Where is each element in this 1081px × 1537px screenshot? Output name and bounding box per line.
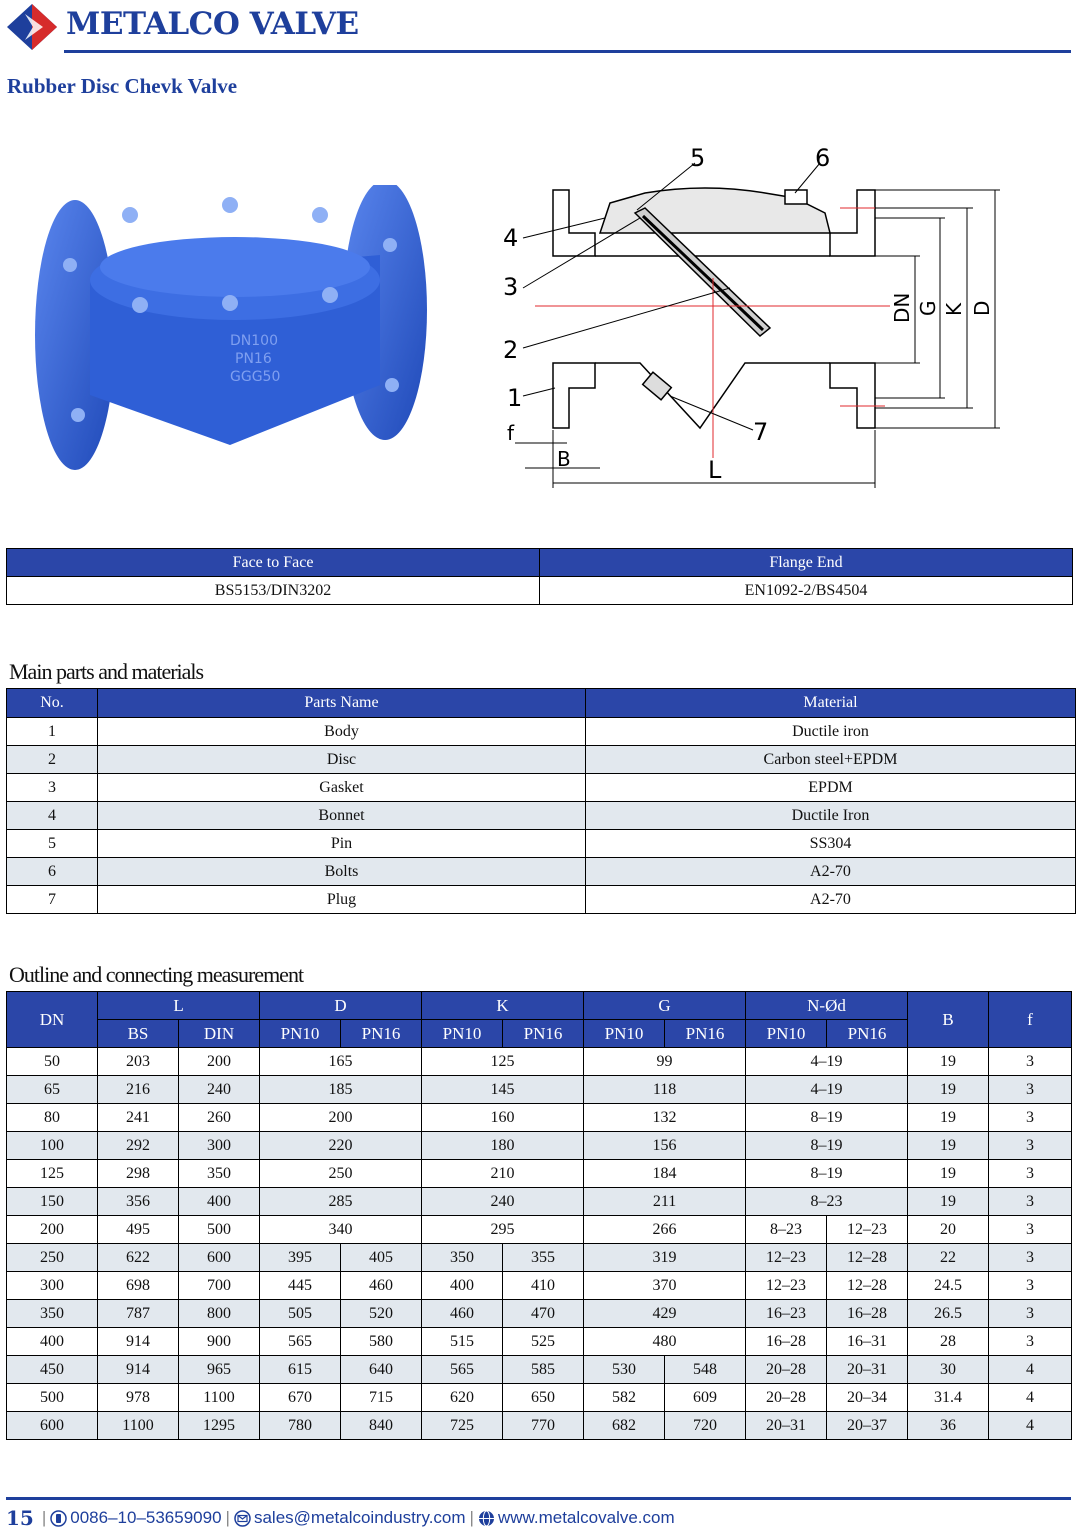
- table-cell: 580: [341, 1328, 422, 1356]
- table-cell: 4–19: [746, 1048, 908, 1076]
- col-subheader: PN16: [665, 1020, 746, 1048]
- table-cell: 720: [665, 1412, 746, 1440]
- table-cell: 355: [503, 1244, 584, 1272]
- table-cell: 914: [98, 1356, 179, 1384]
- table-cell: 445: [260, 1272, 341, 1300]
- globe-icon: [478, 1510, 495, 1527]
- table-cell: 20–28: [746, 1384, 827, 1412]
- table-cell: 505: [260, 1300, 341, 1328]
- table-cell: 160: [422, 1104, 584, 1132]
- svg-text:PN16: PN16: [235, 351, 272, 367]
- table-cell: 350: [179, 1160, 260, 1188]
- table-row: [7, 858, 1076, 886]
- table-cell: 12–23: [827, 1216, 908, 1244]
- table-cell: 185: [260, 1076, 422, 1104]
- table-cell: 220: [260, 1132, 422, 1160]
- table-cell: 20–37: [827, 1412, 908, 1440]
- table-cell: 36: [908, 1412, 989, 1440]
- table-cell: 548: [665, 1356, 746, 1384]
- cell-no: 5: [7, 830, 98, 858]
- table-cell: 19: [908, 1076, 989, 1104]
- table-row: [7, 1412, 1072, 1440]
- table-cell: 30: [908, 1356, 989, 1384]
- table-row: [7, 1384, 1072, 1412]
- table-row: [7, 1244, 1072, 1272]
- table-cell: 211: [584, 1188, 746, 1216]
- footer-website[interactable]: www.metalcovalve.com: [497, 1508, 675, 1527]
- table-cell: 99: [584, 1048, 746, 1076]
- table-row: [7, 1076, 1072, 1104]
- cell-part-name: Pin: [98, 830, 586, 858]
- table-cell: 682: [584, 1412, 665, 1440]
- table-cell: 609: [665, 1384, 746, 1412]
- table-cell: 565: [260, 1328, 341, 1356]
- brand-logo: [5, 2, 59, 52]
- table-cell: 118: [584, 1076, 746, 1104]
- callout-2: 2: [503, 336, 519, 364]
- table-cell: 965: [179, 1356, 260, 1384]
- table-cell: 180: [422, 1132, 584, 1160]
- table-cell: 525: [503, 1328, 584, 1356]
- callout-4: 4: [503, 224, 519, 252]
- table-row: [7, 774, 1076, 802]
- table-cell: 698: [98, 1272, 179, 1300]
- svg-text:DN100: DN100: [230, 333, 278, 349]
- table-cell: 1100: [179, 1384, 260, 1412]
- table-cell: 400: [179, 1188, 260, 1216]
- footer: 15 | 0086–10–53659090 | sales@metalcoindustry.com | www.metalcovalve.com: [6, 1506, 675, 1530]
- table-cell: 4: [989, 1356, 1072, 1384]
- table-cell: 80: [7, 1104, 98, 1132]
- dim-label-D: D: [970, 300, 994, 316]
- table-cell: 400: [422, 1272, 503, 1300]
- table-cell: 1295: [179, 1412, 260, 1440]
- table-cell: 260: [179, 1104, 260, 1132]
- cell-part-name: Body: [98, 718, 586, 746]
- table-cell: 8–19: [746, 1132, 908, 1160]
- table-cell: 50: [7, 1048, 98, 1076]
- callout-6: 6: [815, 144, 831, 172]
- table-cell: 100: [7, 1132, 98, 1160]
- table-cell: 184: [584, 1160, 746, 1188]
- table-cell: 530: [584, 1356, 665, 1384]
- face-to-face-value: BS5153/DIN3202: [7, 577, 540, 605]
- table-cell: 515: [422, 1328, 503, 1356]
- table-cell: 12–23: [746, 1272, 827, 1300]
- cell-no: 1: [7, 718, 98, 746]
- dim-label-L: L: [708, 456, 722, 484]
- table-cell: 356: [98, 1188, 179, 1216]
- table-cell: 145: [422, 1076, 584, 1104]
- table-row: [7, 1300, 1072, 1328]
- table-cell: 450: [7, 1356, 98, 1384]
- valve-photo: [30, 185, 430, 475]
- callout-7: 7: [753, 418, 769, 446]
- table-cell: 3: [989, 1048, 1072, 1076]
- col-subheader: PN10: [746, 1020, 827, 1048]
- table-cell: 405: [341, 1244, 422, 1272]
- table-cell: 615: [260, 1356, 341, 1384]
- table-cell: 266: [584, 1216, 746, 1244]
- svg-text:GGG50: GGG50: [230, 369, 281, 385]
- table-cell: 565: [422, 1356, 503, 1384]
- table-cell: 500: [179, 1216, 260, 1244]
- table-row: [7, 746, 1076, 774]
- header-rule: [64, 50, 1071, 53]
- table-cell: 20: [908, 1216, 989, 1244]
- col-header-k: K: [422, 992, 584, 1020]
- table-cell: 125: [422, 1048, 584, 1076]
- cell-material: Ductile Iron: [586, 802, 1076, 830]
- page-number: 15: [6, 1506, 34, 1530]
- footer-rule: [6, 1497, 1071, 1500]
- table-row: [7, 1160, 1072, 1188]
- table-cell: 200: [179, 1048, 260, 1076]
- header-flange-end: Flange End: [540, 549, 1073, 577]
- table-cell: 582: [584, 1384, 665, 1412]
- col-header-no: No.: [7, 689, 98, 718]
- table-cell: 3: [989, 1188, 1072, 1216]
- phone-icon: [50, 1510, 67, 1527]
- cell-material: SS304: [586, 830, 1076, 858]
- table-cell: 1100: [98, 1412, 179, 1440]
- col-subheader: PN16: [503, 1020, 584, 1048]
- table-cell: 20–31: [746, 1412, 827, 1440]
- cell-material: Carbon steel+EPDM: [586, 746, 1076, 774]
- col-header-n-od: N-Ød: [746, 992, 908, 1020]
- table-cell: 395: [260, 1244, 341, 1272]
- dim-label-G: G: [916, 300, 940, 316]
- table-cell: 200: [7, 1216, 98, 1244]
- table-cell: 900: [179, 1328, 260, 1356]
- table-cell: 650: [503, 1384, 584, 1412]
- table-cell: 787: [98, 1300, 179, 1328]
- table-row: [7, 1216, 1072, 1244]
- col-subheader: PN10: [584, 1020, 665, 1048]
- dim-label-f: f: [507, 421, 515, 445]
- table-cell: 20–28: [746, 1356, 827, 1384]
- table-cell: 24.5: [908, 1272, 989, 1300]
- table-cell: 4–19: [746, 1076, 908, 1104]
- table-row: [7, 1048, 1072, 1076]
- table-cell: 3: [989, 1076, 1072, 1104]
- cell-material: A2-70: [586, 858, 1076, 886]
- table-cell: 16–31: [827, 1328, 908, 1356]
- cell-no: 6: [7, 858, 98, 886]
- table-cell: 298: [98, 1160, 179, 1188]
- table-cell: 125: [7, 1160, 98, 1188]
- table-cell: 480: [584, 1328, 746, 1356]
- table-cell: 203: [98, 1048, 179, 1076]
- table-cell: 295: [422, 1216, 584, 1244]
- table-cell: 410: [503, 1272, 584, 1300]
- table-cell: 500: [7, 1384, 98, 1412]
- table-row: [7, 1272, 1072, 1300]
- table-cell: 28: [908, 1328, 989, 1356]
- parts-table: [6, 688, 1076, 914]
- table-cell: 460: [422, 1300, 503, 1328]
- cell-no: 2: [7, 746, 98, 774]
- table-cell: 3: [989, 1328, 1072, 1356]
- table-cell: 715: [341, 1384, 422, 1412]
- table-cell: 12–23: [746, 1244, 827, 1272]
- cell-part-name: Bonnet: [98, 802, 586, 830]
- table-cell: 216: [98, 1076, 179, 1104]
- table-cell: 3: [989, 1104, 1072, 1132]
- col-header-f: f: [989, 992, 1072, 1048]
- table-cell: 978: [98, 1384, 179, 1412]
- dim-label-K: K: [942, 302, 966, 316]
- table-cell: 3: [989, 1244, 1072, 1272]
- col-header-dn: DN: [7, 992, 98, 1048]
- page-title: Rubber Disc Chevk Valve: [7, 74, 238, 98]
- table-cell: 240: [179, 1076, 260, 1104]
- table-cell: 250: [7, 1244, 98, 1272]
- table-cell: 840: [341, 1412, 422, 1440]
- brand-name: METALCO VALVE: [66, 6, 359, 42]
- table-cell: 241: [98, 1104, 179, 1132]
- table-row: [7, 802, 1076, 830]
- table-cell: 19: [908, 1160, 989, 1188]
- table-cell: 156: [584, 1132, 746, 1160]
- table-cell: 780: [260, 1412, 341, 1440]
- table-row: [7, 886, 1076, 914]
- table-cell: 600: [179, 1244, 260, 1272]
- table-cell: 520: [341, 1300, 422, 1328]
- col-subheader: PN16: [827, 1020, 908, 1048]
- table-cell: 19: [908, 1104, 989, 1132]
- dim-label-B: B: [557, 447, 571, 471]
- table-cell: 31.4: [908, 1384, 989, 1412]
- table-cell: 8–23: [746, 1188, 908, 1216]
- table-row: [7, 1356, 1072, 1384]
- table-cell: 495: [98, 1216, 179, 1244]
- col-header-part-name: Parts Name: [98, 689, 586, 718]
- callout-1: 1: [507, 384, 523, 412]
- table-cell: 725: [422, 1412, 503, 1440]
- table-row: [7, 1104, 1072, 1132]
- dimensions-table: [6, 991, 1072, 1440]
- cell-no: 3: [7, 774, 98, 802]
- col-subheader: BS: [98, 1020, 179, 1048]
- table-cell: 12–28: [827, 1272, 908, 1300]
- table-cell: 300: [7, 1272, 98, 1300]
- table-cell: 20–31: [827, 1356, 908, 1384]
- table-row: [7, 1188, 1072, 1216]
- cell-material: Ductile iron: [586, 718, 1076, 746]
- table-cell: 670: [260, 1384, 341, 1412]
- table-cell: 8–19: [746, 1160, 908, 1188]
- parts-section-title: Main parts and materials: [9, 659, 204, 684]
- table-cell: 150: [7, 1188, 98, 1216]
- cell-part-name: Gasket: [98, 774, 586, 802]
- table-cell: 300: [179, 1132, 260, 1160]
- table-cell: 640: [341, 1356, 422, 1384]
- table-cell: 429: [584, 1300, 746, 1328]
- col-subheader: DIN: [179, 1020, 260, 1048]
- table-cell: 3: [989, 1132, 1072, 1160]
- col-header-b: B: [908, 992, 989, 1048]
- table-cell: 200: [260, 1104, 422, 1132]
- col-header-material: Material: [586, 689, 1076, 718]
- cell-part-name: Plug: [98, 886, 586, 914]
- table-cell: 16–28: [746, 1328, 827, 1356]
- table-cell: 210: [422, 1160, 584, 1188]
- footer-phone: 0086–10–53659090: [70, 1508, 222, 1527]
- table-cell: 770: [503, 1412, 584, 1440]
- table-cell: 400: [7, 1328, 98, 1356]
- cell-material: EPDM: [586, 774, 1076, 802]
- dim-label-DN: DN: [890, 292, 914, 323]
- table-cell: 460: [341, 1272, 422, 1300]
- table-cell: 4: [989, 1412, 1072, 1440]
- col-header-d: D: [260, 992, 422, 1020]
- col-subheader: PN10: [422, 1020, 503, 1048]
- cell-material: A2-70: [586, 886, 1076, 914]
- col-header-l: L: [98, 992, 260, 1020]
- table-row: [7, 1328, 1072, 1356]
- table-row: [7, 718, 1076, 746]
- table-cell: 19: [908, 1188, 989, 1216]
- table-cell: 800: [179, 1300, 260, 1328]
- table-cell: 622: [98, 1244, 179, 1272]
- table-cell: 620: [422, 1384, 503, 1412]
- table-cell: 8–23: [746, 1216, 827, 1244]
- table-row: [7, 1132, 1072, 1160]
- cell-part-name: Bolts: [98, 858, 586, 886]
- col-subheader: PN16: [341, 1020, 422, 1048]
- table-cell: 319: [584, 1244, 746, 1272]
- cell-part-name: Disc: [98, 746, 586, 774]
- standards-table: [6, 548, 1073, 605]
- table-cell: 16–23: [746, 1300, 827, 1328]
- flange-end-value: EN1092-2/BS4504: [540, 577, 1073, 605]
- table-cell: 3: [989, 1272, 1072, 1300]
- cell-no: 4: [7, 802, 98, 830]
- table-row: [7, 830, 1076, 858]
- table-cell: 65: [7, 1076, 98, 1104]
- col-subheader: PN10: [260, 1020, 341, 1048]
- table-cell: 240: [422, 1188, 584, 1216]
- table-cell: 12–28: [827, 1244, 908, 1272]
- table-cell: 370: [584, 1272, 746, 1300]
- table-cell: 3: [989, 1216, 1072, 1244]
- table-cell: 285: [260, 1188, 422, 1216]
- table-cell: 19: [908, 1048, 989, 1076]
- valve-section-drawing: [495, 138, 1015, 498]
- table-cell: 26.5: [908, 1300, 989, 1328]
- table-cell: 585: [503, 1356, 584, 1384]
- table-cell: 20–34: [827, 1384, 908, 1412]
- table-cell: 292: [98, 1132, 179, 1160]
- table-cell: 350: [422, 1244, 503, 1272]
- table-cell: 350: [7, 1300, 98, 1328]
- table-cell: 340: [260, 1216, 422, 1244]
- table-cell: 19: [908, 1132, 989, 1160]
- table-cell: 3: [989, 1160, 1072, 1188]
- table-cell: 165: [260, 1048, 422, 1076]
- email-icon: [234, 1510, 251, 1527]
- table-cell: 470: [503, 1300, 584, 1328]
- table-cell: 600: [7, 1412, 98, 1440]
- callout-3: 3: [503, 273, 519, 301]
- cell-no: 7: [7, 886, 98, 914]
- table-cell: 8–19: [746, 1104, 908, 1132]
- table-cell: 4: [989, 1384, 1072, 1412]
- table-cell: 132: [584, 1104, 746, 1132]
- col-header-g: G: [584, 992, 746, 1020]
- callout-5: 5: [690, 144, 706, 172]
- dims-section-title: Outline and connecting measurement: [9, 962, 304, 987]
- table-cell: 700: [179, 1272, 260, 1300]
- header-face-to-face: Face to Face: [7, 549, 540, 577]
- table-cell: 22: [908, 1244, 989, 1272]
- table-cell: 250: [260, 1160, 422, 1188]
- table-cell: 16–28: [827, 1300, 908, 1328]
- footer-email[interactable]: sales@metalcoindustry.com: [253, 1508, 466, 1527]
- table-cell: 914: [98, 1328, 179, 1356]
- table-cell: 3: [989, 1300, 1072, 1328]
